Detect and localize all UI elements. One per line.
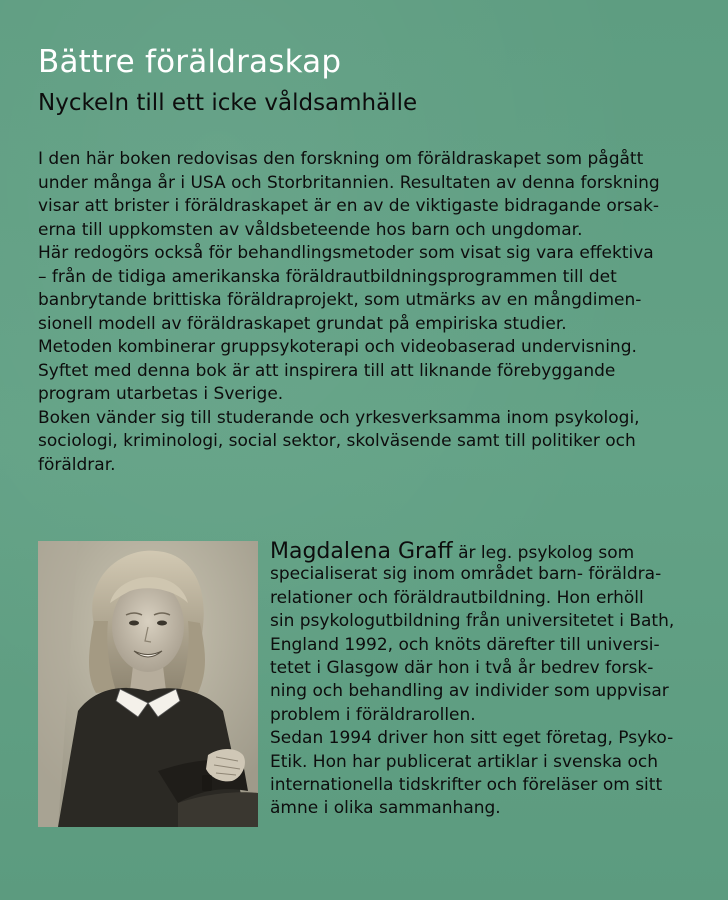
book-description (38, 148, 718, 477)
author-bio-line: ämne i olika sammanhang. (270, 798, 501, 819)
description-line: program utarbetas i Sverige. (38, 384, 284, 404)
description-line: sociologi, kriminologi, social sektor, skolväsende samt till politiker och (38, 431, 636, 451)
description-line: banbrytande brittiska föräldraprojekt, som utmärks av en mångdimen- (38, 290, 642, 310)
author-bio-line: internationella tidskrifter och föreläser om sitt (270, 774, 663, 795)
description-line: visar att brister i föräldraskapet är en av de viktigaste bidragande orsak- (38, 196, 660, 216)
author-name: Magdalena Graff (270, 539, 453, 564)
book-subtitle: Nyckeln till ett icke våldsamhälle (38, 90, 418, 116)
author-bio-line: sin psykologutbildning från universitetet i Bath, (270, 611, 675, 632)
book-title: Bättre föräldraskap (38, 44, 342, 80)
description-line: – från de tidiga amerikanska föräldrautbildningsprogrammen till det (38, 266, 617, 287)
description-line: Metoden kombinerar gruppsykoterapi och videobaserad undervisning. (38, 337, 637, 357)
author-bio-line: ning och behandling av individer som uppvisar (270, 681, 669, 702)
description-line: sionell modell av föräldraskapet grundat på empiriska studier. (38, 313, 567, 334)
author-bio-line: tetet i Glasgow där hon i två år bedrev forsk- (270, 657, 654, 678)
description-line: Boken vänder sig till studerande och yrkesverksamma inom psykologi, (38, 407, 640, 428)
author-bio-line: relationer och föräldrautbildning. Hon erhöll (270, 587, 644, 608)
description-line: Syftet med denna bok är att inspirera till att liknande förebyggande (38, 360, 616, 381)
author-bio-line: England 1992, och knöts därefter till universi- (270, 634, 660, 655)
author-bio-line: Etik. Hon har publicerat artiklar i svenska och (270, 751, 659, 772)
description-line: föräldrar. (38, 454, 116, 475)
author-photo (38, 541, 258, 827)
author-bio-first-line (270, 540, 720, 563)
description-line: Här redogörs också för behandlingsmetoder som visat sig vara effektiva (38, 243, 654, 263)
description-line: under många år i USA och Storbritannien. Resultaten av denna forskning (38, 172, 660, 193)
author-bio-line: Sedan 1994 driver hon sitt eget företag, Psyko- (270, 728, 674, 749)
description-line: erna till uppkomsten av våldsbeteende hos barn och ungdomar. (38, 219, 583, 240)
author-bio-line: specialiserat sig inom området barn- föräldra- (270, 564, 662, 585)
description-line: I den här boken redovisas den forskning om föräldraskapet som pågått (38, 149, 644, 169)
author-bio (270, 540, 720, 821)
author-bio-line: problem i föräldrarollen. (270, 704, 476, 725)
author-bio-first-line-text: är leg. psykolog som (452, 543, 635, 563)
